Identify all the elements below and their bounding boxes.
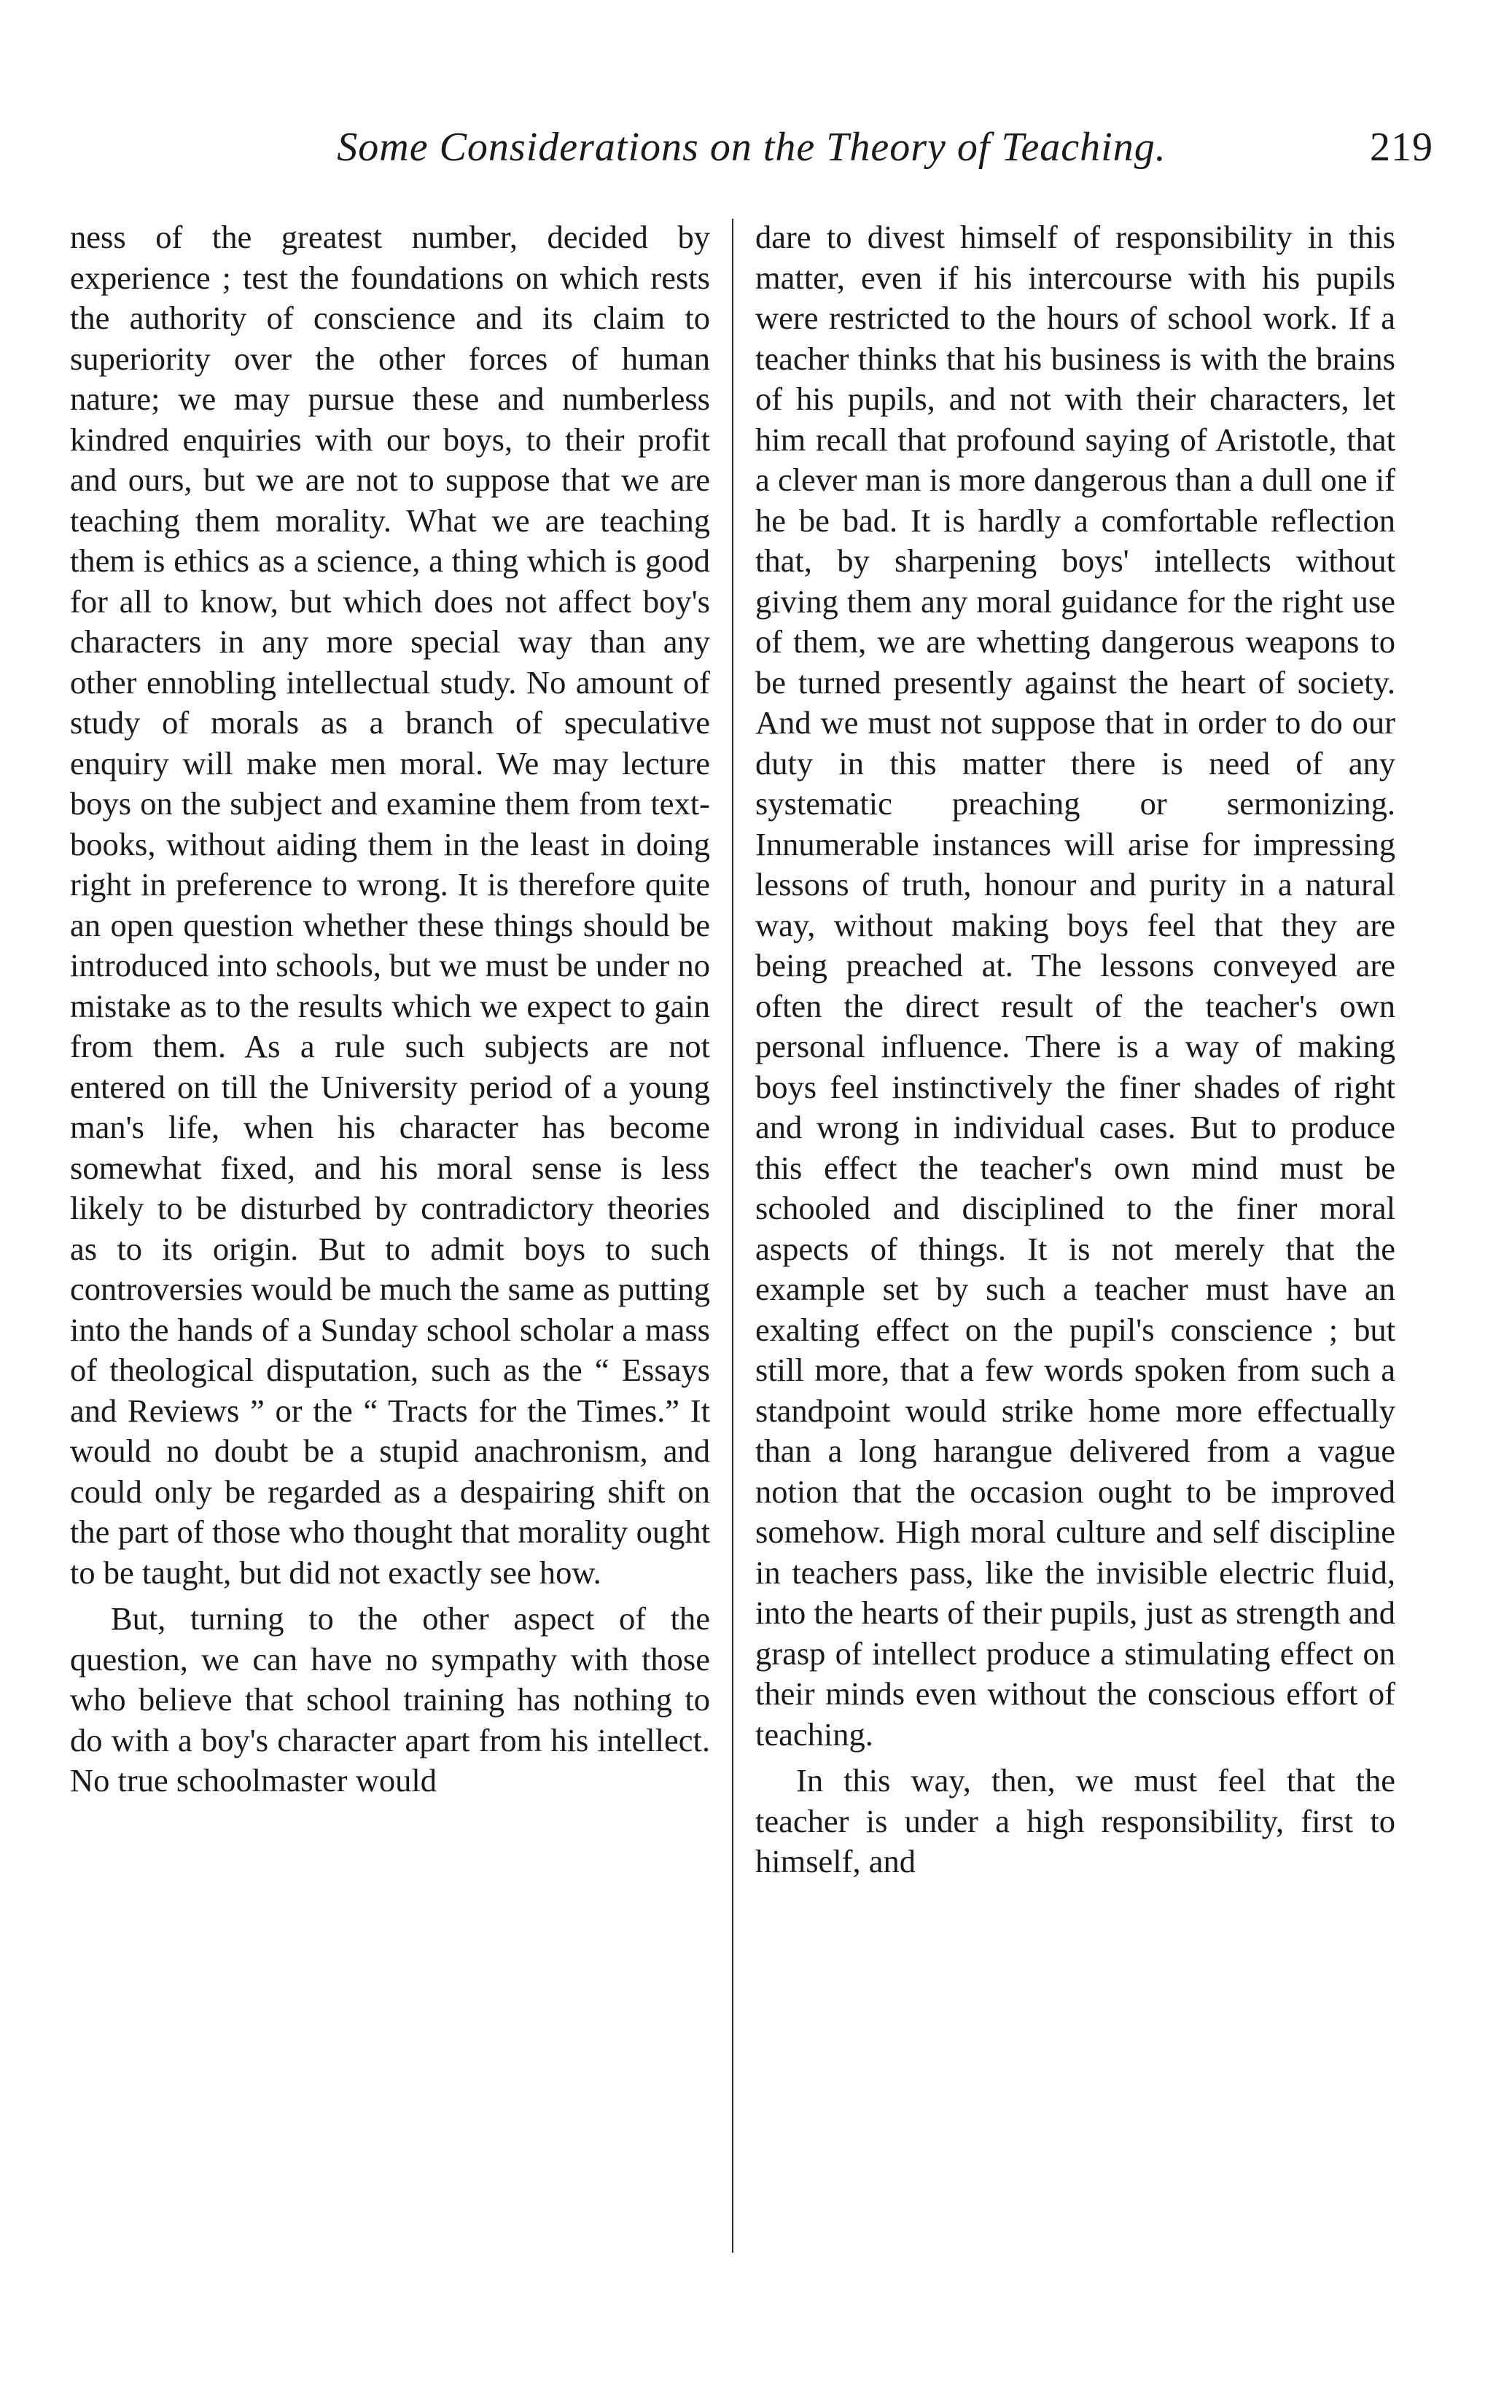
paragraph: In this way, then, we must feel that the teacher is under a high responsibility, first to himself, and — [755, 1762, 1395, 1879]
paragraph: ness of the greatest number, decided by experience ; test the foundations on which rests the authority of conscience and its claim to superiority over the other forces of human nature; we may pursue these and numberless kindred enquiries with our boys, to their profit and ours, but we are not to suppose that we are teaching them morality. What we are teaching them is ethics as a science, a thing which is good for all to know, but which does not affect boy's characters in any more special way than any other ennobling intellectual study. No amount of study of morals as a branch of speculative enquiry will make men moral. We may lecture boys on the subject and examine them from text-books, without aiding them in the least in doing right in preference to wrong. It is therefore quite an open question whether these things should be introduced into schools, but we must be under no mistake as to the results which we expect to gain from them. As a rule such subjects are not entered on till the University period of a young man's life, when his character has become somewhat fixed, and his moral sense is less likely to be disturbed by contradictory theories as to its origin. But to admit boys to such controversies would be much the same as putting into the hands of a Sunday school scholar a mass of theological disputation, such as the “ Essays and Reviews ” or the “ Tracts for the Times.” It would no doubt be a stupid anachronism, and could only be regarded as a despairing shift on the part of those who thought that morality ought to be taught, but did not exactly see how. — [70, 219, 710, 1591]
column-divider — [732, 219, 733, 2253]
running-title: Some Considerations on the Theory of Teaching. — [337, 125, 1166, 170]
left-column — [70, 217, 710, 1801]
right-column — [755, 217, 1395, 1882]
paragraph: But, turning to the other aspect of the question, we can have no sympathy with those who believe that school training has nothing to do with a boy's character apart from his intellect. No true schoolmaster would — [70, 1600, 710, 1799]
paragraph: dare to divest himself of responsibility in this matter, even if his intercourse with his pupils were restricted to the hours of school work. If a teacher thinks that his business is with the brains of his pupils, and not with their characters, let him recall that profound saying of Aristotle, that a clever man is more dangerous than a dull one if he be bad. It is hardly a comfortable reflection that, by sharpening boys' intellects without giving them any moral guidance for the right use of them, we are whetting dangerous weapons to be turned presently against the heart of society. And we must not suppose that in order to do our duty in this matter there is need of any systematic preaching or sermonizing. Innumerable instances will arise for impressing lessons of truth, honour and purity in a natural way, without making boys feel that they are being preached at. The lessons conveyed are often the direct result of the teacher's own personal influence. There is a way of making boys feel instinctively the finer shades of right and wrong in individual cases. But to produce this effect the teacher's own mind must be schooled and disciplined to the finer moral aspects of things. It is not merely that the example set by such a teacher must have an exalting effect on the pupil's conscience ; but still more, that a few words spoken from such a standpoint would strike home more effectually than a long harangue delivered from a vague notion that the occasion ought to be improved somehow. High moral culture and self discipline in teachers pass, like the invisible electric fluid, into the hearts of their pupils, just as strength and grasp of intellect produce a stimulating effect on their minds even without the conscious effort of teaching. — [755, 219, 1395, 1753]
page-number: 219 — [1370, 125, 1433, 170]
running-head — [70, 118, 1433, 176]
